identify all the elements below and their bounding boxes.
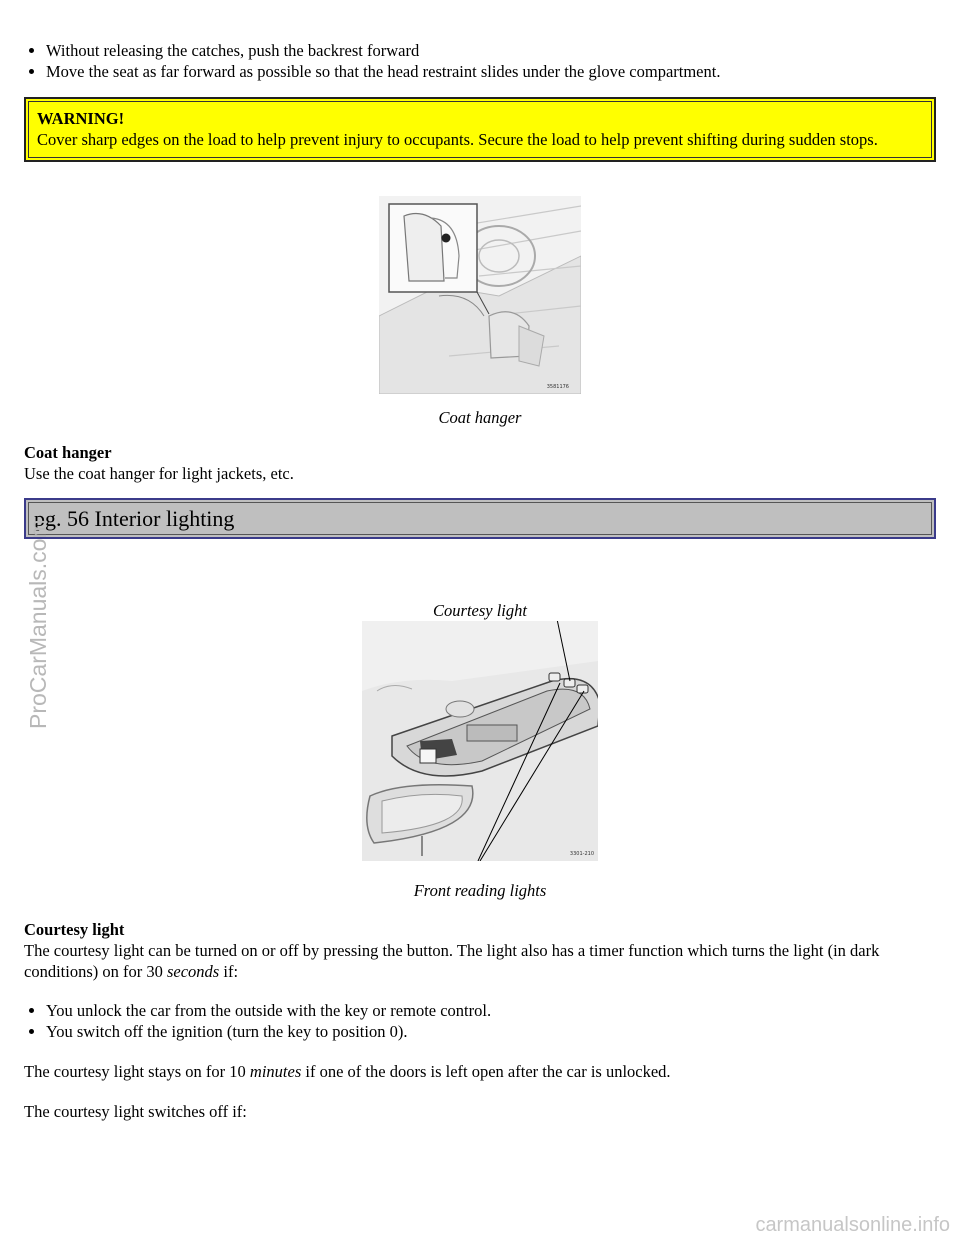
courtesy-light-illustration bbox=[362, 621, 598, 861]
section-title: pg. 56 Interior lighting bbox=[28, 502, 932, 535]
paragraph: Use the coat hanger for light jackets, etc. bbox=[24, 464, 294, 483]
figure-caption-top: Courtesy light bbox=[433, 601, 527, 620]
courtesy-light-drawing bbox=[362, 621, 598, 861]
warning-text: Cover sharp edges on the load to help prevent injury to occupants. Secure the load to help prevent shifting during sudden stops. bbox=[37, 130, 878, 149]
paragraph bbox=[24, 1061, 936, 1082]
condition-list bbox=[24, 1000, 936, 1042]
section-heading: Courtesy light bbox=[24, 920, 125, 939]
paragraph bbox=[24, 940, 936, 982]
text-run: if: bbox=[219, 962, 239, 981]
coat-hanger-illustration bbox=[379, 196, 581, 394]
instruction-list bbox=[24, 40, 936, 82]
warning-title: WARNING! bbox=[37, 109, 125, 128]
list-item: • You unlock the car from the outside with the key or remote control. bbox=[46, 1000, 936, 1021]
text-run: The courtesy light stays on for 10 bbox=[24, 1062, 250, 1081]
list-item: • You switch off the ignition (turn the key to position 0). bbox=[46, 1021, 936, 1042]
paragraph: The courtesy light switches off if: bbox=[24, 1102, 247, 1121]
coat-hanger-figure bbox=[24, 196, 936, 428]
text-run: The courtesy light can be turned on or off by pressing the button. The light also has a timer function which turns the light (in dark conditions) on for 30 bbox=[24, 941, 880, 981]
text-run: if one of the doors is left open after the car is unlocked. bbox=[301, 1062, 671, 1081]
figure-code: 3581176 bbox=[546, 384, 569, 390]
courtesy-light-figure bbox=[24, 621, 936, 901]
side-watermark: ProCarManuals.com bbox=[25, 519, 51, 729]
manual-page bbox=[24, 0, 936, 1122]
section-heading: Coat hanger bbox=[24, 443, 112, 462]
emphasis-text: minutes bbox=[249, 1062, 302, 1081]
section-title-bar bbox=[24, 498, 936, 539]
list-item: • Move the seat as far forward as possible so that the head restraint slides under the glove compartment. bbox=[46, 61, 936, 82]
figure-caption: Coat hanger bbox=[438, 408, 522, 427]
warning-box bbox=[24, 97, 936, 162]
coat-hanger-drawing bbox=[379, 196, 581, 394]
figure-caption-bottom: Front reading lights bbox=[413, 881, 547, 900]
courtesy-light-section bbox=[24, 919, 936, 982]
list-item: • Without releasing the catches, push the backrest forward bbox=[46, 40, 936, 61]
emphasis-text: seconds bbox=[166, 962, 220, 981]
coat-hanger-section bbox=[24, 442, 936, 484]
footer-watermark: carmanualsonline.info bbox=[755, 1214, 950, 1236]
figure-code: 3301-210 bbox=[569, 851, 594, 857]
